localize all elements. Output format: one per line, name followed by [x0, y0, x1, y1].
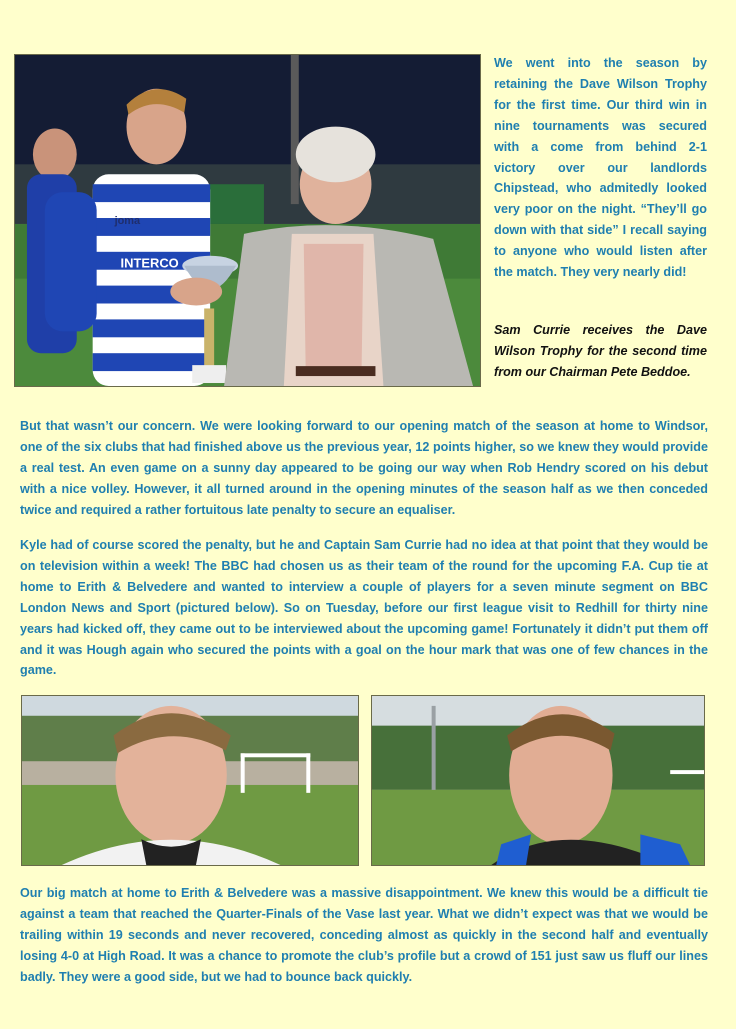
paragraph-windsor-match: But that wasn’t our concern. We were looking forward to our opening match of the season at home to Windsor, one of the six clubs that had finished above us the previous year, 12 points higher, so we knew they would provide a real test. An even game on a sunny day appeared to be going our way when Rob Hendry scored on his debut with a nice volley. However, it all turned around in the opening minutes of the season half as we then conceded twice and required a rather fortuitous late penalty to secure an equaliser. — [20, 419, 708, 517]
interview-left-image — [22, 696, 358, 865]
paragraph-erith-match: Our big match at home to Erith & Belvedere was a massive disappointment. We knew this would be a difficult tie against a team that reached the Quarter-Finals of the Vase last year. What we didn’t expect was that we would be trailing within 19 seconds and never recovered, conceding almost as quickly in the second half and eventually losing 4-0 at High Road. It was a chance to promote the club’s profile but a crowd of 151 just saw us fluff our lines badly. They were a good side, but we had to bounce back quickly. — [20, 886, 708, 984]
interview-photo-right — [371, 695, 705, 866]
shirt-brand-text: joma — [114, 214, 141, 227]
photo-caption: Sam Currie receives the Dave Wilson Trophy for the second time from our Chairman Pete Beddoe. — [494, 323, 707, 379]
trophy-photo-image — [15, 55, 480, 386]
intro-paragraph: We went into the season by retaining the Dave Wilson Trophy for the first time. Our third win in nine tournaments was secured with a come from behind 2-1 victory over our landlords Chipstead, who admitedly looked very poor on the night. “They’ll go down with that side” I recall saying to anyone who would listen after the match. They very nearly did! — [494, 56, 707, 280]
trophy-presentation-photo — [14, 54, 481, 387]
shirt-sponsor-text: INTERCO — [120, 255, 179, 271]
interview-right-image — [372, 696, 704, 865]
interview-photo-left — [21, 695, 359, 866]
paragraph-bbc-interview: Kyle had of course scored the penalty, but he and Captain Sam Currie had no idea at that point that they would be on television within a week! The BBC had chosen us as their team of the round for the upcoming F.A. Cup tie at home to Erith & Belvedere and wanted to interview a couple of players for a seven minute segment on BBC London News and Sport (pictured below). So on Tuesday, before our first league visit to Redhill for thirty nine years had kicked off, they came out to be interviewed about the upcoming game! Fortunately it didn’t put them off and it was Hough again who secured the points with a goal on the hour mark that was one of few chances in the game. — [20, 538, 708, 678]
